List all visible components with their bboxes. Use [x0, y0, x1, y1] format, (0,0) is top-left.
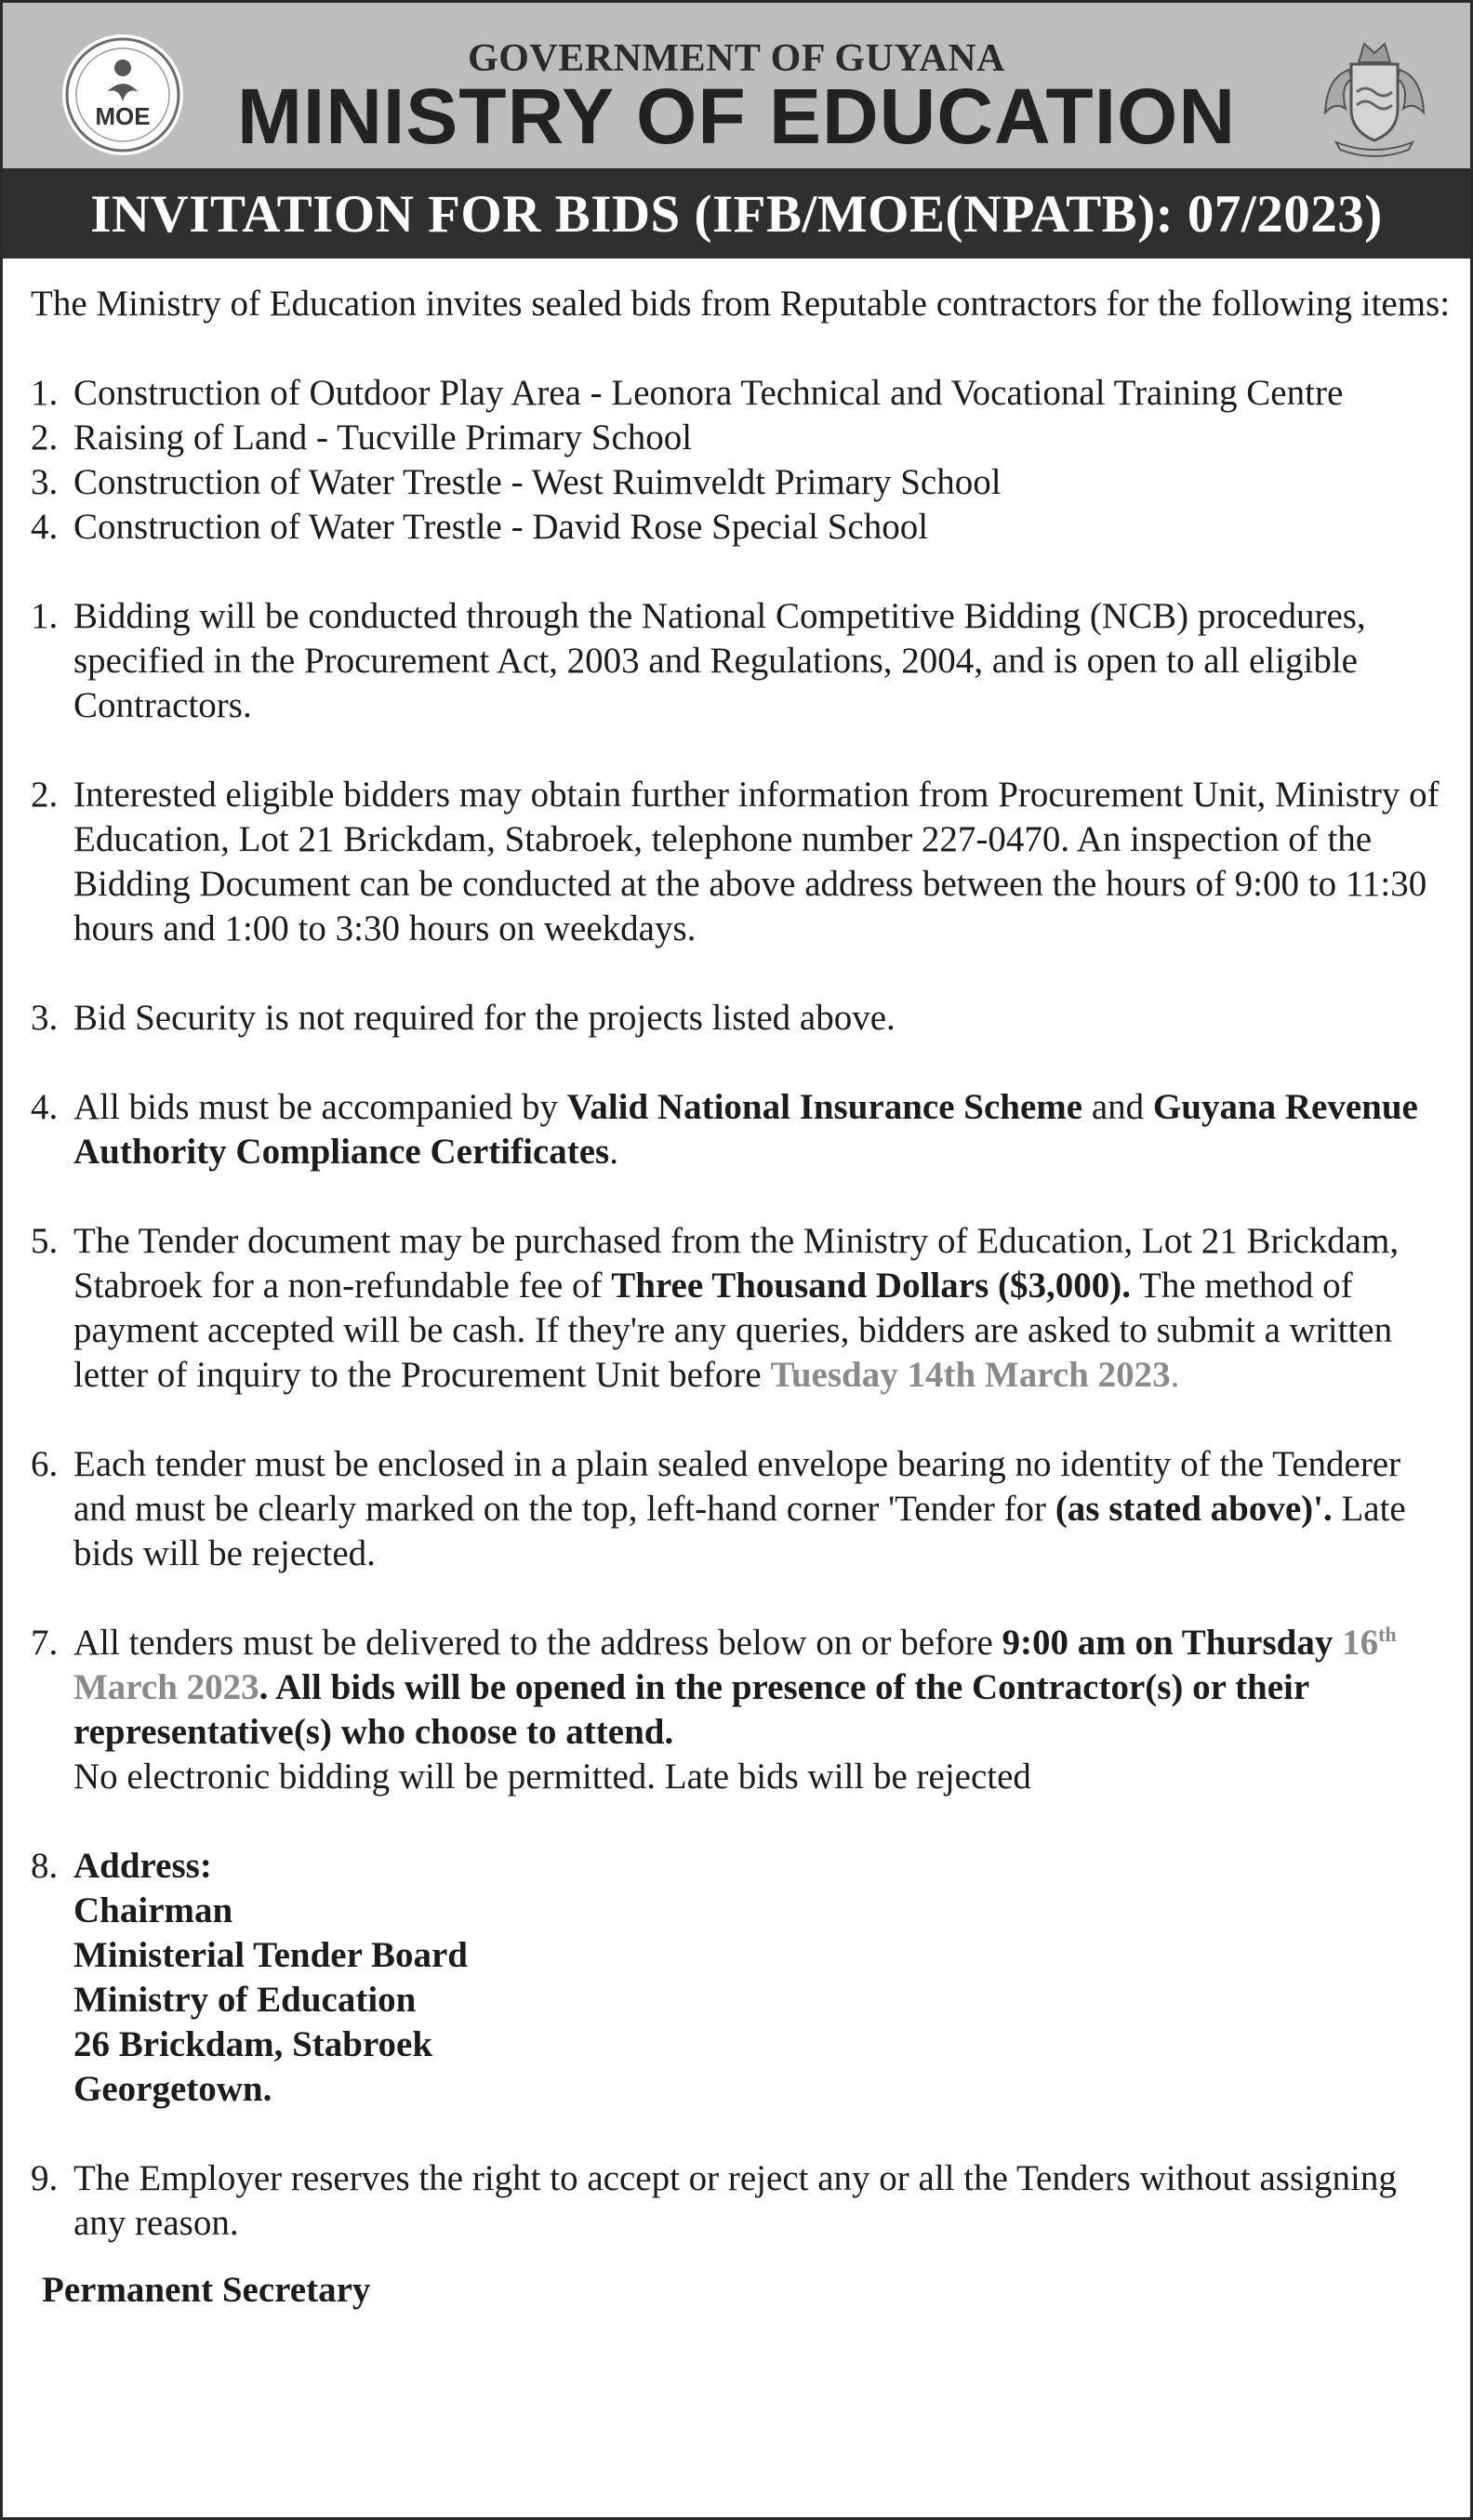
- clause-5: 5. The Tender document may be purchased from the Ministry of Education, Lot 21 Brickdam, Stabroek for a non-refundable fee of Three Thousand Dollars ($3,000). The method of payment accepted will be cash. If they're any queries, bidders are asked to submit a written letter of inquiry to the Procurement Unit before Tuesday 14th March 2023.: [31, 1221, 1400, 1395]
- item-number: 3.: [31, 462, 59, 502]
- notice-body: [31, 282, 1453, 2313]
- signature: Permanent Secretary: [42, 2270, 371, 2310]
- nis-certificate-text: Valid National Insurance Scheme: [566, 1087, 1083, 1127]
- list-item: [31, 371, 1453, 416]
- address-line: Ministry of Education: [73, 1980, 417, 2020]
- clause-7: 7. All tenders must be delivered to the address below on or before 9:00 am on Thursday 16th March 2023. All bids will be opened in the presence of the Contractor(s) or their representative(s) who choose to attend. No electronic bidding will be permitted. Late bids will be rejected: [31, 1623, 1397, 1797]
- address-line: 26 Brickdam, Stabroek: [73, 2024, 433, 2064]
- item-number: 2.: [31, 418, 59, 458]
- gra-certificate-text: Guyana Revenue Authority Compliance Certificates: [73, 1087, 1418, 1172]
- address-label: Address:: [73, 1846, 212, 1886]
- clause-6: 6. Each tender must be enclosed in a plain sealed envelope bearing no identity of the Tenderer and must be clearly marked on the top, left-hand corner 'Tender for (as stated above)'. Late bids will be rejected.: [31, 1444, 1406, 1573]
- ministry-title: MINISTRY OF EDUCATION: [236, 73, 1237, 160]
- header-bar: [3, 3, 1470, 171]
- svg-text:MOE: MOE: [95, 102, 151, 130]
- clause-2: 2. Interested eligible bidders may obtain further information from Procurement Unit, Ministry of Education, Lot 21 Brickdam, Stabroek, telephone number 227-0470. An inspection of the Bidding Document can be conducted at the above address between the hours of 9:00 to 11:30 hours and 1:00 to 3:30 hours on weekdays.: [31, 775, 1440, 948]
- item-text: Raising of Land - Tucville Primary School: [73, 418, 693, 458]
- deadline-time: 9:00 am on Thursday: [1002, 1623, 1334, 1663]
- intro-text: The Ministry of Education invites sealed bids from Reputable contractors for the following items:: [31, 284, 1451, 324]
- government-title: GOVERNMENT OF GUYANA: [468, 37, 1005, 80]
- list-item: [31, 460, 1453, 505]
- item-number: 1.: [31, 373, 59, 413]
- address-line: Ministerial Tender Board: [73, 1935, 468, 1975]
- fee-amount: Three Thousand Dollars ($3,000).: [611, 1266, 1131, 1306]
- invitation-banner: INVITATION FOR BIDS (IFB/MOE(NPATB): 07/2023): [3, 171, 1470, 259]
- address-line: Chairman: [73, 1890, 233, 1930]
- address-line: Georgetown.: [73, 2069, 272, 2109]
- coat-of-arms-icon: [1312, 27, 1437, 157]
- deadline-date: 16th March 2023: [73, 1623, 1397, 1707]
- clause-8-address: 8. Address: Chairman Ministerial Tender Board Ministry of Education 26 Brickdam, Stabroek Georgetown.: [31, 1846, 468, 2109]
- clause-1: 1. Bidding will be conducted through the National Competitive Bidding (NCB) procedures, specified in the Procurement Act, 2003 and Regulations, 2004, and is open to all eligible Contractors.: [31, 596, 1366, 725]
- clause-4: 4. All bids must be accompanied by Valid National Insurance Scheme and Guyana Revenue Authority Compliance Certificates.: [31, 1087, 1418, 1172]
- query-deadline-date: Tuesday 14th March 2023: [770, 1355, 1171, 1395]
- item-text: Construction of Water Trestle - West Ruimveldt Primary School: [73, 462, 1002, 502]
- list-item: [31, 505, 1453, 550]
- clause-9: 9. The Employer reserves the right to accept or reject any or all the Tenders without assigning any reason.: [31, 2158, 1397, 2243]
- item-number: 4.: [31, 507, 59, 547]
- list-item: [31, 416, 1453, 460]
- clause-3: 3. Bid Security is not required for the projects listed above.: [31, 998, 896, 1038]
- item-text: Construction of Water Trestle - David Rose Special School: [73, 507, 929, 547]
- item-text: Construction of Outdoor Play Area - Leonora Technical and Vocational Training Centre: [73, 373, 1344, 413]
